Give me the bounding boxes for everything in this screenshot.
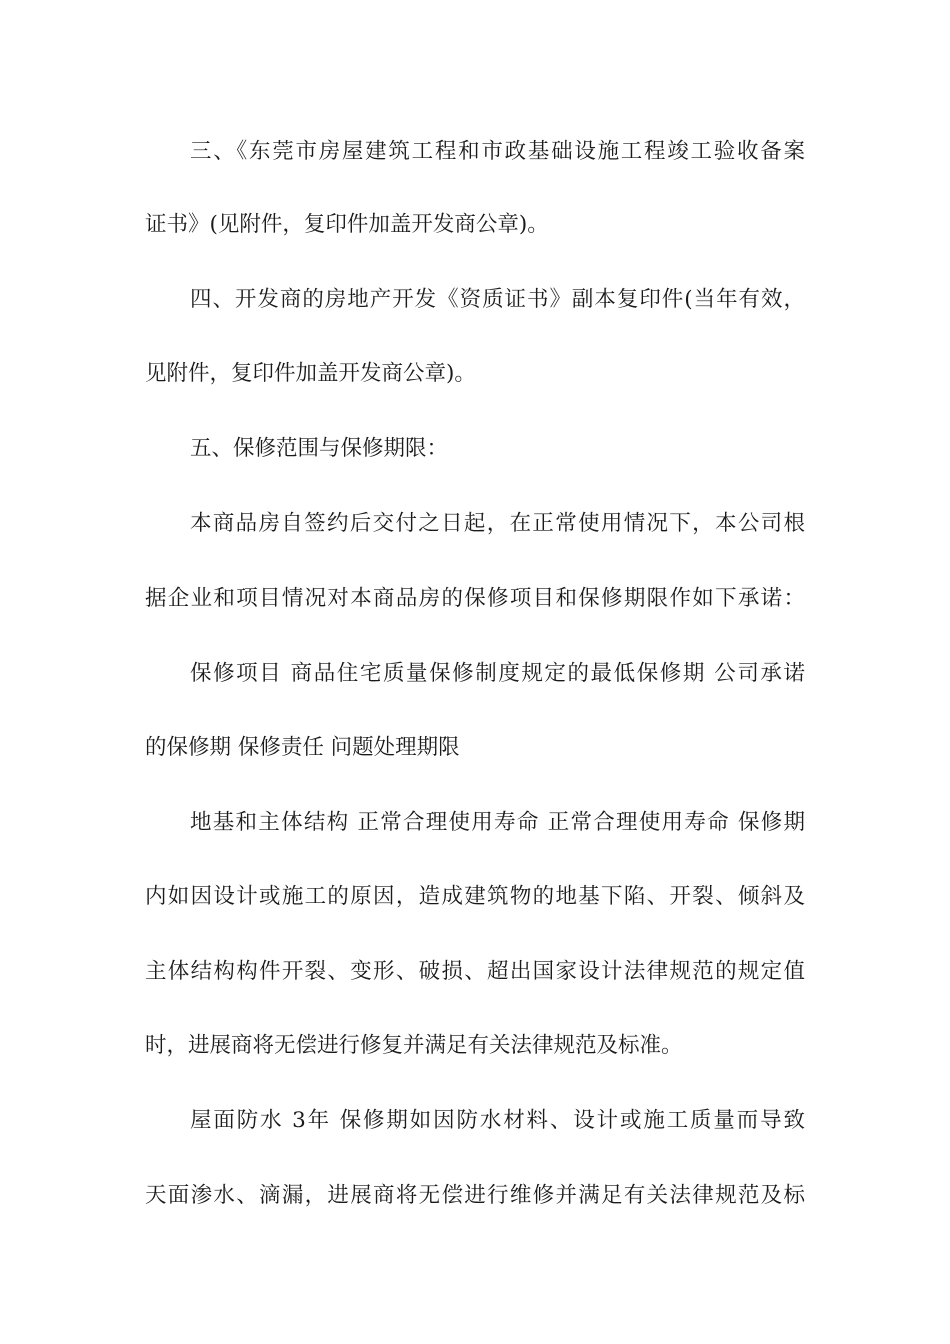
section-5-heading: 五、保修范围与保修期限： — [190, 436, 449, 461]
paragraph-3-line-2: 证书》(见附件，复印件加盖开发商公章)。 — [145, 212, 549, 237]
warranty-header-line-2: 的保修期 保修责任 问题处理期限 — [145, 735, 460, 760]
paragraph-3-line-1: 三、《东莞市房屋建筑工程和市政基础设施工程竣工验收备案 — [190, 139, 805, 164]
foundation-structure-line-1: 地基和主体结构 正常合理使用寿命 正常合理使用寿命 保修期 — [190, 810, 805, 835]
warranty-header-line-1: 保修项目 商品住宅质量保修制度规定的最低保修期 公司承诺 — [190, 661, 805, 686]
commitment-paragraph-line-2: 据企业和项目情况对本商品房的保修项目和保修期限作如下承诺： — [145, 586, 805, 611]
foundation-structure-line-4: 时，进展商将无偿进行修复并满足有关法律规范及标准。 — [145, 1033, 683, 1058]
foundation-structure-line-2: 内如因设计或施工的原因，造成建筑物的地基下陷、开裂、倾斜及 — [145, 884, 805, 909]
roof-waterproof-line-2: 天面渗水、滴漏，进展商将无偿进行维修并满足有关法律规范及标 — [145, 1183, 805, 1208]
foundation-structure-line-3: 主体结构构件开裂、变形、破损、超出国家设计法律规范的规定值 — [145, 959, 805, 984]
roof-waterproof-line-1: 屋面防水 3年 保修期如因防水材料、设计或施工质量而导致 — [190, 1108, 805, 1133]
commitment-paragraph-line-1: 本商品房自签约后交付之日起，在正常使用情况下，本公司根 — [190, 511, 805, 536]
paragraph-4-line-1: 四、开发商的房地产开发《资质证书》副本复印件(当年有效， — [190, 287, 805, 312]
paragraph-4-line-2: 见附件，复印件加盖开发商公章)。 — [145, 361, 476, 386]
